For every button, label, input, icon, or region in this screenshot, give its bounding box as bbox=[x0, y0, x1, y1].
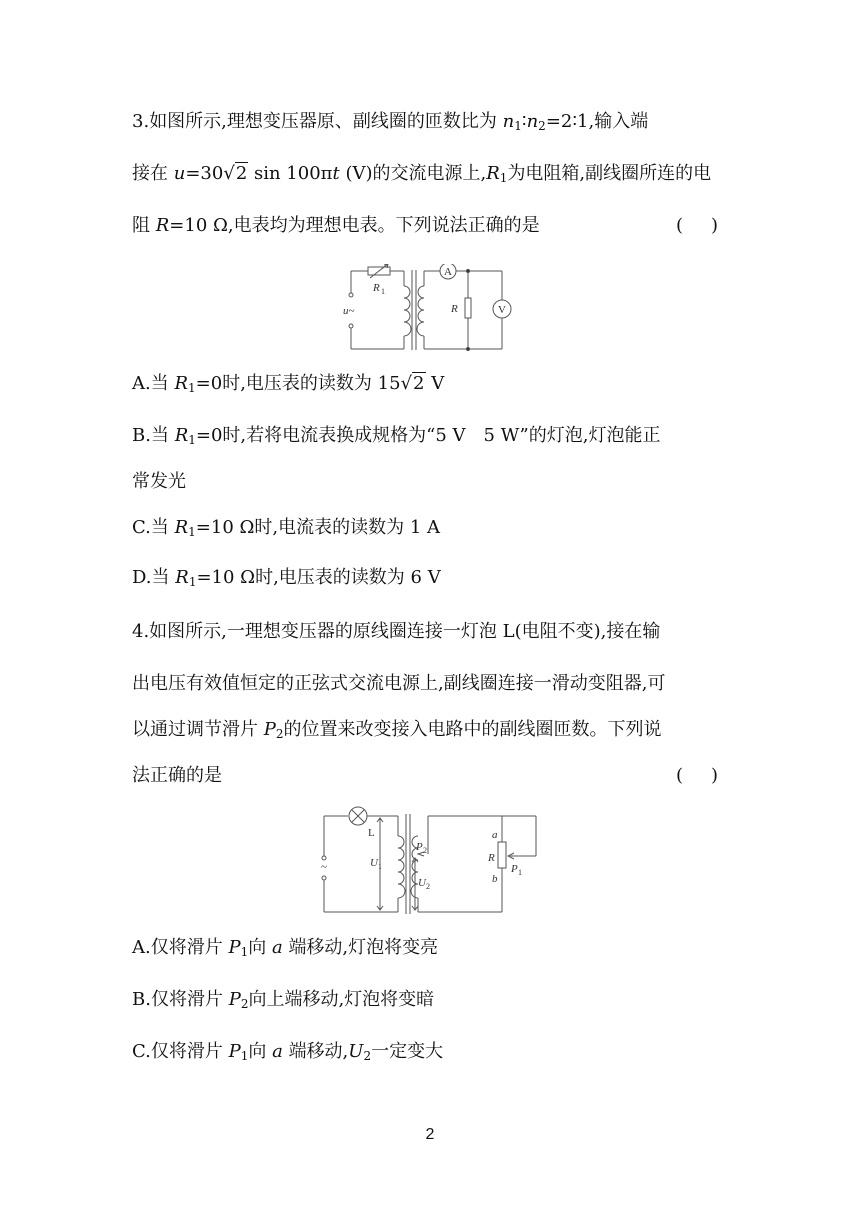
q4-line-2 bbox=[132, 672, 665, 696]
paren-close: ) bbox=[711, 765, 719, 786]
voltmeter-label: V bbox=[498, 304, 506, 316]
var-R: R bbox=[175, 567, 189, 588]
var-U2: U bbox=[348, 1041, 364, 1062]
q3-line-1 bbox=[132, 110, 648, 138]
q4-answer-paren bbox=[676, 764, 718, 788]
option-text: 向 bbox=[248, 937, 267, 958]
sub: 1 bbox=[499, 171, 508, 185]
sub: 1 bbox=[240, 945, 249, 959]
fig-label-P1-sub: 1 bbox=[518, 868, 522, 877]
fig-label-U2-sub: 2 bbox=[426, 882, 430, 891]
option-text: B.仅将滑片 bbox=[132, 989, 223, 1010]
fig-label-a: a bbox=[492, 829, 498, 841]
paren-close: ) bbox=[711, 215, 719, 236]
option-text: 向 bbox=[248, 1041, 267, 1062]
sqrt-symbol: √2 bbox=[223, 163, 248, 184]
option-text: =10 Ω时,电流表的读数为 1 A bbox=[195, 517, 441, 538]
q4-circuit-diagram bbox=[318, 806, 548, 916]
q3-line-3 bbox=[132, 214, 540, 238]
var-R1: R bbox=[486, 163, 500, 184]
var-n1: n bbox=[502, 111, 515, 132]
q3-line-2 bbox=[132, 162, 711, 190]
q3-option-a bbox=[132, 372, 444, 400]
sub: 1 bbox=[188, 381, 196, 395]
q4-text: 法正确的是 bbox=[132, 765, 222, 786]
sqrt-value: 2 bbox=[235, 163, 248, 184]
q3-text: 如图所示,理想变压器原、副线圈的匝数比为 bbox=[149, 111, 497, 132]
q4-text: 出电压有效值恒定的正弦式交流电源上,副线圈连接一滑动变阻器,可 bbox=[132, 673, 666, 694]
q3-text: =30 bbox=[185, 163, 224, 184]
sub: 1 bbox=[188, 433, 196, 447]
fig-label-R1: R bbox=[373, 282, 380, 294]
fig-label-L: L bbox=[368, 827, 375, 839]
sub: 1 bbox=[514, 119, 522, 133]
q4-line-3 bbox=[132, 718, 662, 746]
fig-label-P2: P bbox=[416, 841, 423, 853]
q3-text: 为电阻箱,副线圈所连的电 bbox=[507, 163, 712, 184]
option-text: 端移动,灯泡将变亮 bbox=[288, 937, 439, 958]
fig-label-P2-sub: 2 bbox=[423, 846, 427, 855]
sub: 2 bbox=[538, 119, 546, 133]
fig-label-R: R bbox=[488, 852, 495, 864]
q4-line-1 bbox=[132, 620, 660, 644]
sub: 1 bbox=[240, 1049, 249, 1063]
q3-text: =10 Ω,电表均为理想电表。下列说法正确的是 bbox=[169, 215, 540, 236]
q4-text: 的位置来改变接入电路中的副线圈匝数。下列说 bbox=[283, 719, 662, 740]
option-text: C.仅将滑片 bbox=[132, 1041, 223, 1062]
option-text: 向上端移动,灯泡将变暗 bbox=[248, 989, 435, 1010]
sub: 2 bbox=[240, 997, 249, 1011]
var-R: R bbox=[174, 373, 189, 394]
option-text: =10 Ω时,电压表的读数为 6 V bbox=[196, 567, 441, 588]
option-text: =0时,电压表的读数为 15 bbox=[195, 373, 401, 394]
fig-label-U1: U bbox=[370, 857, 378, 869]
var-a: a bbox=[272, 1041, 283, 1062]
q3-text: 接在 bbox=[132, 163, 168, 184]
option-text: A.当 bbox=[132, 373, 169, 394]
var-a: a bbox=[271, 937, 283, 958]
fig-label-R1-sub: 1 bbox=[381, 287, 385, 296]
q3-option-b bbox=[132, 424, 660, 452]
sqrt-value: 2 bbox=[413, 373, 425, 394]
ammeter-label: A bbox=[444, 266, 452, 278]
q3-answer-paren bbox=[676, 214, 718, 238]
option-text: D.当 bbox=[132, 567, 170, 588]
q4-text: 以通过调节滑片 bbox=[132, 719, 258, 740]
var-n2: n bbox=[526, 111, 539, 132]
fig-label-R: R bbox=[451, 303, 458, 315]
q4-option-b bbox=[132, 988, 434, 1016]
sub: 2 bbox=[363, 1049, 372, 1063]
q3-number: 3. bbox=[132, 111, 150, 132]
fig-label-U2: U bbox=[418, 877, 426, 889]
q3-circuit-diagram bbox=[340, 264, 520, 354]
paren-open: ( bbox=[676, 765, 684, 786]
option-text: 常发光 bbox=[132, 471, 186, 492]
page-number: 2 bbox=[425, 1126, 435, 1143]
q3-text: sin 100π bbox=[254, 163, 333, 184]
option-text: B.当 bbox=[132, 425, 169, 446]
var-P1: P bbox=[228, 1041, 241, 1062]
q4-text: 4.如图所示,一理想变压器的原线圈连接一灯泡 L(电阻不变),接在输 bbox=[132, 621, 661, 642]
var-P2: P bbox=[263, 719, 276, 740]
var-t: t bbox=[332, 163, 340, 184]
fig-label-P1: P bbox=[511, 863, 518, 875]
var-R: R bbox=[155, 215, 170, 236]
ratio-sep: ∶ bbox=[521, 111, 527, 132]
q3-option-d bbox=[132, 566, 441, 594]
fig-label-b: b bbox=[492, 873, 498, 885]
var-P1: P bbox=[228, 937, 241, 958]
var-R: R bbox=[174, 425, 189, 446]
var-P2: P bbox=[228, 989, 241, 1010]
paren-open: ( bbox=[676, 215, 684, 236]
sub: 1 bbox=[188, 525, 196, 539]
q3-option-c bbox=[132, 516, 440, 544]
fig-label-tilde: ~ bbox=[321, 861, 327, 873]
option-text: C.当 bbox=[132, 517, 169, 538]
q3-option-b-cont bbox=[132, 470, 186, 494]
q4-option-a bbox=[132, 936, 438, 964]
sqrt-symbol: √2 bbox=[400, 373, 425, 394]
sub: 2 bbox=[275, 727, 284, 741]
q3-text: 阻 bbox=[132, 215, 150, 236]
q3-text: (V)的交流电源上, bbox=[345, 163, 487, 184]
option-text: 端移动, bbox=[288, 1041, 349, 1062]
option-text: 一定变大 bbox=[371, 1041, 444, 1062]
q3-text: =2∶1,输入端 bbox=[545, 111, 649, 132]
q4-option-c bbox=[132, 1040, 443, 1068]
fig-label-u: u~ bbox=[343, 305, 355, 317]
var-R: R bbox=[174, 517, 189, 538]
option-text: A.仅将滑片 bbox=[132, 937, 223, 958]
option-text: V bbox=[431, 373, 445, 394]
q4-line-4 bbox=[132, 764, 222, 788]
option-text: =0时,若将电流表换成规格为“5 V 5 W”的灯泡,灯泡能正 bbox=[195, 425, 661, 446]
fig-label-U1-sub: 1 bbox=[378, 862, 382, 871]
sub: 1 bbox=[188, 575, 197, 589]
var-u: u bbox=[173, 163, 186, 184]
